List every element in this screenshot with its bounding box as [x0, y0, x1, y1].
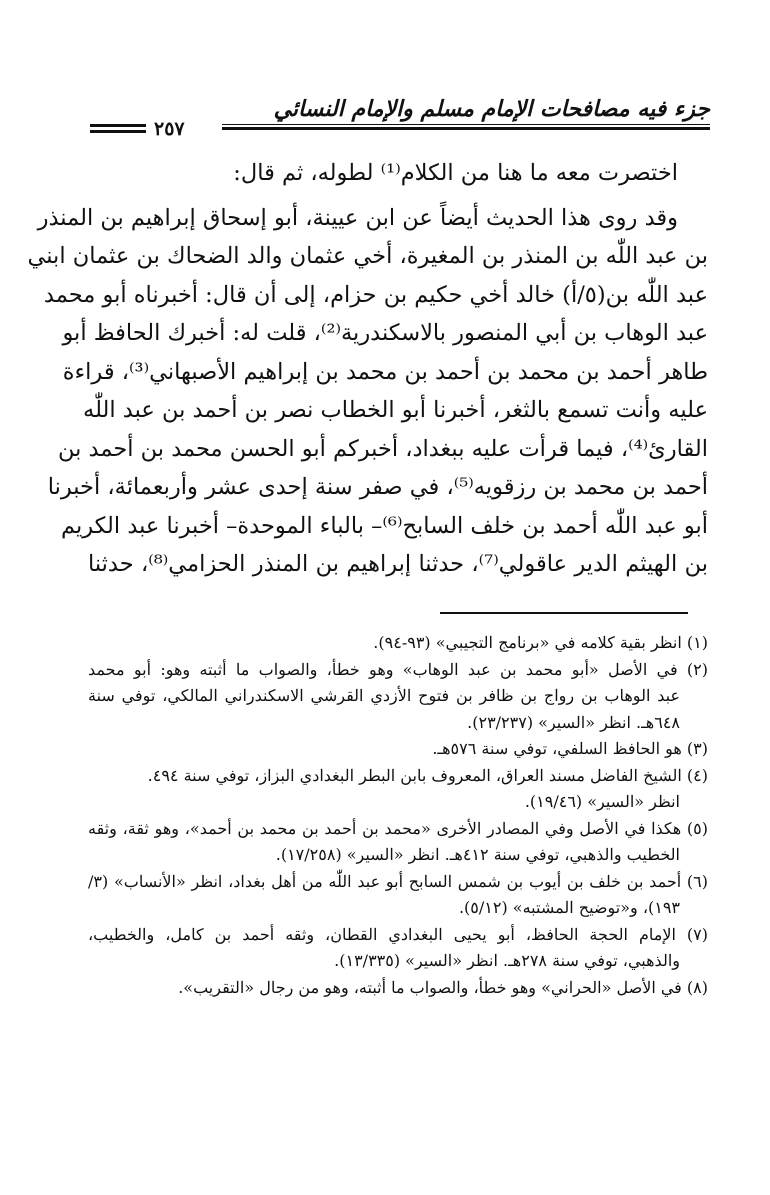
footnote-separator: [440, 612, 688, 614]
running-header: [90, 96, 710, 142]
footnote-line: ٦٤٨هـ. انظر «السير» (٢٣/٢٣٧).: [467, 712, 680, 732]
body-line: عبد الوهاب بن أبي المنصور بالاسكندرية⁽²⁾، قلت له: أخبرك الحافظ أبو: [62, 320, 708, 346]
page-number: ٢٥٧: [154, 118, 185, 140]
footnote-line: (٤) الشيخ الفاضل مسند العراق، المعروف بابن البطر البغدادي البزاز، توفي سنة ٤٩٤.: [147, 765, 708, 785]
footnote-line: (٨) في الأصل «الحراني» وهو خطأ، والصواب ما أثبته، وهو من رجال «التقريب».: [178, 977, 708, 997]
footnote-line: انظر «السير» (١٩/٤٦).: [524, 792, 680, 811]
body-line: أحمد بن محمد بن رزقويه⁽⁵⁾، في صفر سنة إحدى عشر وأربعمائة، أخبرنا: [47, 474, 708, 500]
body-line: وقد روى هذا الحديث أيضاً عن ابن عيينة، أبو إسحاق إبراهيم بن المنذر: [37, 204, 678, 231]
body-line: عبد اللّٰه بن(٥/أ) خالد أخي حكيم بن حزام، إلى أن قال: أخبرناه أبو محمد: [43, 281, 708, 308]
body-line: عليه وأنت تسمع بالثغر، أخبرنا أبو الخطاب نصر بن أحمد بن عبد اللّٰه: [83, 397, 708, 423]
main-text: [27, 154, 708, 584]
body-line: القارئ⁽⁴⁾، فيما قرأت عليه ببغداد، أخبركم أبو الحسن محمد بن أحمد بن: [57, 435, 708, 462]
body-line: أبو عبد اللّٰه أحمد بن خلف السابح⁽⁶⁾– بالباء الموحدة– أخبرنا عبد الكريم: [60, 512, 708, 539]
footnote-line: عبد الوهاب بن رواج بن ظافر بن فتوح الأزدي القرشي الاسكندراني المالكي، توفي سنة: [88, 686, 680, 705]
body-line: بن الهيثم الدير عاقولي⁽⁷⁾، حدثنا إبراهيم بن المنذر الحزامي⁽⁸⁾، حدثنا: [88, 551, 708, 577]
footnote-line: (٣) هو الحافظ السلفي، توفي سنة ٥٧٦هـ.: [432, 739, 708, 758]
footnotes: [88, 630, 708, 1001]
header-rule-left-a: [90, 124, 146, 127]
body-line: بن عبد اللّٰه بن المنذر بن المغيرة، أخي عثمان والد الضحاك بن عثمان ابني: [27, 243, 708, 269]
footnote-line: الخطيب والذهبي، توفي سنة ٤١٢هـ. انظر «السير» (١٧/٢٥٨).: [275, 845, 680, 864]
footnote-line: (١) انظر بقية كلامه في «برنامج التجيبي» (٩٣-٩٤).: [373, 633, 708, 652]
header-rule-left-b: [90, 130, 146, 133]
body-line: طاهر أحمد بن محمد بن أحمد بن محمد بن إبراهيم الأصبهاني⁽³⁾، قراءة: [62, 358, 708, 385]
header-rule-main: [222, 127, 710, 130]
header-title: جزء فيه مصافحات الإمام مسلم والإمام النسائي: [273, 96, 710, 122]
footnote-line: ١٩٣)، و«توضيح المشتبه» (٥/١٢).: [458, 898, 680, 917]
footnote-line: (٥) هكذا في الأصل وفي المصادر الأخرى «محمد بن أحمد بن محمد بن أحمد»، وهو ثقة، وثقه: [88, 818, 708, 838]
footnote-line: (٦) أحمد بن خلف بن أيوب بن شمس السابح أبو عبد اللّٰه من أهل بغداد، انظر «الأنساب» (٣/: [88, 871, 708, 891]
footnote-line: والذهبي، توفي سنة ٢٧٨هـ. انظر «السير» (١٣/٣٣٥).: [334, 951, 680, 970]
footnote-line: (٢) في الأصل «أبو محمد بن عبد الوهاب» وهو خطأ، والصواب ما أثبته وهو: أبو محمد: [88, 659, 709, 679]
header-rule-top: [222, 124, 710, 125]
footnote-line: (٧) الإمام الحجة الحافظ، أبو يحيى البغدادي القطان، وثقه أحمد بن كامل، والخطيب،: [88, 924, 708, 944]
body-line: اختصرت معه ما هنا من الكلام⁽¹⁾ لطوله، ثم قال:: [233, 160, 678, 186]
